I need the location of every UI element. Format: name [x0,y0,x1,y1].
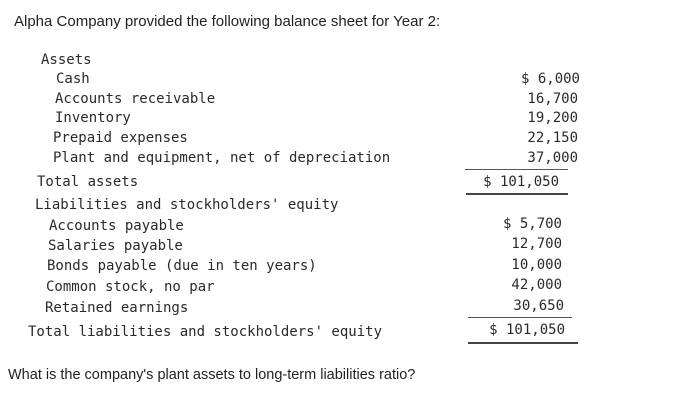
liability-label-accounts-payable: Accounts payable [49,218,184,234]
asset-label-accounts-receivable: Accounts receivable [55,91,216,107]
equity-label-retained-earnings: Retained earnings [45,300,189,316]
asset-label-plant-and-equipment: Plant and equipment, net of depreciation [53,150,391,166]
liabilities-subtotal-rule [468,317,572,318]
liability-value-accounts-payable: $ 5,700 [502,216,562,232]
equity-label-common-stock: Common stock, no par [46,279,215,295]
total-liabilities-equity-value: $ 101,050 [489,322,565,338]
total-assets-label: Total assets [37,174,139,190]
liability-label-salaries-payable: Salaries payable [48,238,183,254]
liability-label-bonds-payable: Bonds payable (due in ten years) [47,258,317,274]
asset-value-cash: $ 6,000 [520,71,580,87]
question-text: What is the company's plant assets to long-term liabilities ratio? [8,367,416,383]
asset-value-accounts-receivable: 16,700 [527,91,578,107]
asset-label-cash: Cash [56,71,90,87]
asset-value-prepaid-expenses: 22,150 [527,130,578,146]
asset-value-plant-and-equipment: 37,000 [527,150,578,166]
liability-value-bonds-payable: 10,000 [511,257,562,273]
liabilities-heading: Liabilities and stockholders' equity [35,197,339,213]
total-assets-double-rule [466,193,568,195]
assets-subtotal-rule [465,169,568,170]
problem-intro: Alpha Company provided the following balance sheet for Year 2: [14,13,441,30]
total-liabilities-equity-label: Total liabilities and stockholders' equity [28,324,383,340]
equity-value-common-stock: 42,000 [511,277,562,293]
equity-value-retained-earnings: 30,650 [513,298,564,314]
asset-label-inventory: Inventory [55,110,131,126]
total-assets-value: $ 101,050 [483,174,559,190]
asset-label-prepaid-expenses: Prepaid expenses [53,130,188,146]
liability-value-salaries-payable: 12,700 [511,236,562,252]
assets-heading: Assets [41,52,92,68]
asset-value-inventory: 19,200 [527,110,578,126]
total-liabilities-equity-double-rule [468,342,578,344]
